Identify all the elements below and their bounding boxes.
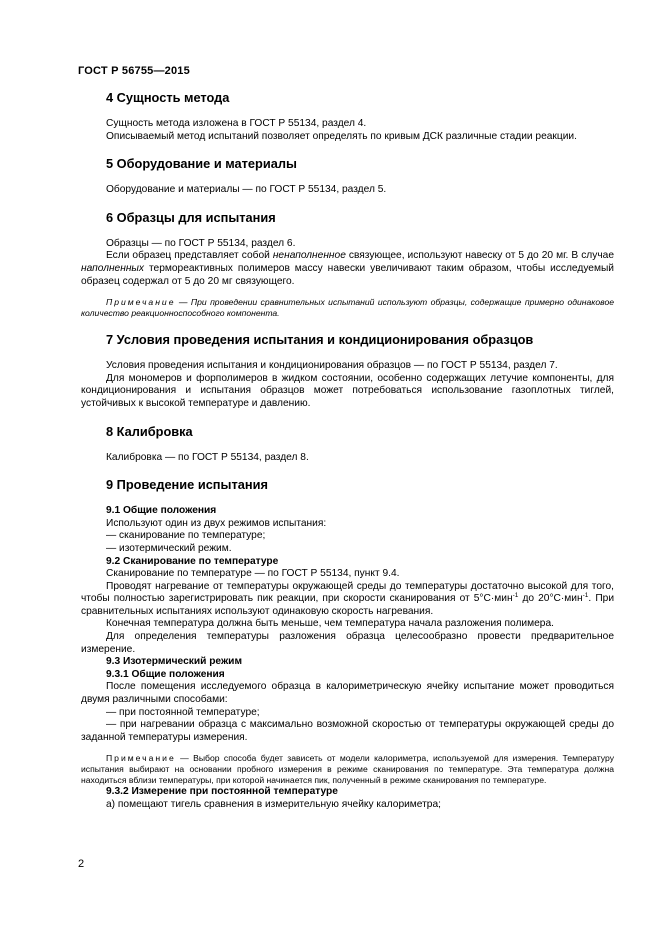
s7-paragraph-1: Условия проведения испытания и кондиционирования образцов — по ГОСТ Р 55134, раздел 7.	[106, 360, 558, 372]
subsection-9-3-2-title: 9.3.2 Измерение при постоянной температуре	[106, 786, 338, 798]
subsection-9-3-1-title: 9.3.1 Общие положения	[106, 668, 225, 680]
document-body	[81, 90, 614, 812]
s6-paragraph-1: Образцы — по ГОСТ Р 55134, раздел 6.	[106, 237, 296, 249]
subsection-9-3-title: 9.3 Изотермический режим	[106, 656, 242, 668]
s91-list-item-1: — сканирование по температуре;	[106, 530, 266, 542]
s92-paragraph-3: Конечная температура должна быть меньше, чем температура начала разложения полимера.	[106, 618, 554, 630]
s92-paragraph-1: Сканирование по температуре — по ГОСТ Р 55134, пункт 9.4.	[106, 568, 400, 580]
s4-paragraph-1: Сущность метода изложена в ГОСТ Р 55134, раздел 4.	[106, 118, 367, 129]
document-header: ГОСТ Р 56755—2015	[78, 65, 190, 77]
s6-note: Примечание — При проведении сравнительных испытаний используют образцы, содержащие примерно одинаковое количество реакционноспособного компонента.	[81, 297, 614, 319]
s931-note: Примечание — Выбор способа будет зависеть от модели калориметра, используемой для измерения. Температуру испытания выбирают на основании пробного измерения в режиме сканирования по температуре. Эта температура должна находиться вблизи температуры, при которой начинается пик, полученный в режиме сканирования по температуре.	[81, 753, 614, 786]
s91-paragraph-1: Используют один из двух режимов испытания:	[106, 517, 327, 529]
s92-paragraph-4: Для определения температуры разложения образца целесообразно провести предварительное измерение.	[81, 631, 614, 655]
note-label: Примечание	[106, 297, 176, 308]
s7-paragraph-2: Для мономеров и форполимеров в жидком состоянии, особенно содержащих летучие компоненты, для кондиционирования и испытания образцов может потребоваться использование газоплотных тиглей, устойчивых к высокой температуре и давлению.	[81, 372, 614, 409]
section-8-title: 8 Калибровка	[106, 423, 193, 439]
s931-list-item-1: — при постоянной температуре;	[106, 706, 260, 718]
s5-paragraph-1: Оборудование и материалы — по ГОСТ Р 55134, раздел 5.	[106, 184, 387, 196]
section-9-title: 9 Проведение испытания	[106, 477, 268, 493]
section-7-title: 7 Условия проведения испытания и кондиционирования образцов	[106, 332, 534, 348]
section-5-title: 5 Оборудование и материалы	[106, 156, 297, 172]
s931-list-item-2: — при нагревании образца с максимально возможной скоростью от температуры окружающей среды до заданной температуры измерения.	[81, 719, 614, 743]
s931-paragraph-1: После помещения исследуемого образца в калориметрическую ячейку испытание может проводиться двумя различными способами:	[81, 681, 614, 706]
note-label: Примечание	[106, 753, 176, 764]
section-4-title: 4 Сущность метода	[106, 90, 230, 105]
s8-paragraph-1: Калибровка — по ГОСТ Р 55134, раздел 8.	[106, 451, 309, 463]
section-6-title: 6 Образцы для испытания	[106, 209, 276, 225]
s91-list-item-2: — изотермический режим.	[106, 542, 232, 554]
s92-paragraph-2: Проводят нагревание от температуры окружающей среды до температуры достаточно высокой для того, чтобы полностью зарегистрировать пик реакции, при скорости сканирования от 5°C·мин$^{-1}$ до 20°C·мин$^{-1}$. При сравнительных испытаниях используют одинаковую скорость нагревания.	[81, 580, 615, 617]
subsection-9-2-title: 9.2 Сканирование по температуре	[106, 555, 279, 567]
s6-paragraph-2: Если образец представляет собой ненаполненное связующее, используют навеску от 5 до 20 мг. В случае наполненных термореактивных полимеров массу навески увеличивают таким образом, чтобы исследуемый образец содержал от 5 до 20 мг связующего.	[81, 250, 614, 287]
subsection-9-1-title: 9.1 Общие положения	[106, 505, 217, 517]
s932-list-item-a: а) помещают тигель сравнения в измерительную ячейку калориметра;	[106, 799, 441, 810]
s4-paragraph-2: Описываемый метод испытаний позволяет определять по кривым ДСК различные стадии реакции.	[106, 130, 577, 142]
page-number: 2	[78, 858, 85, 870]
